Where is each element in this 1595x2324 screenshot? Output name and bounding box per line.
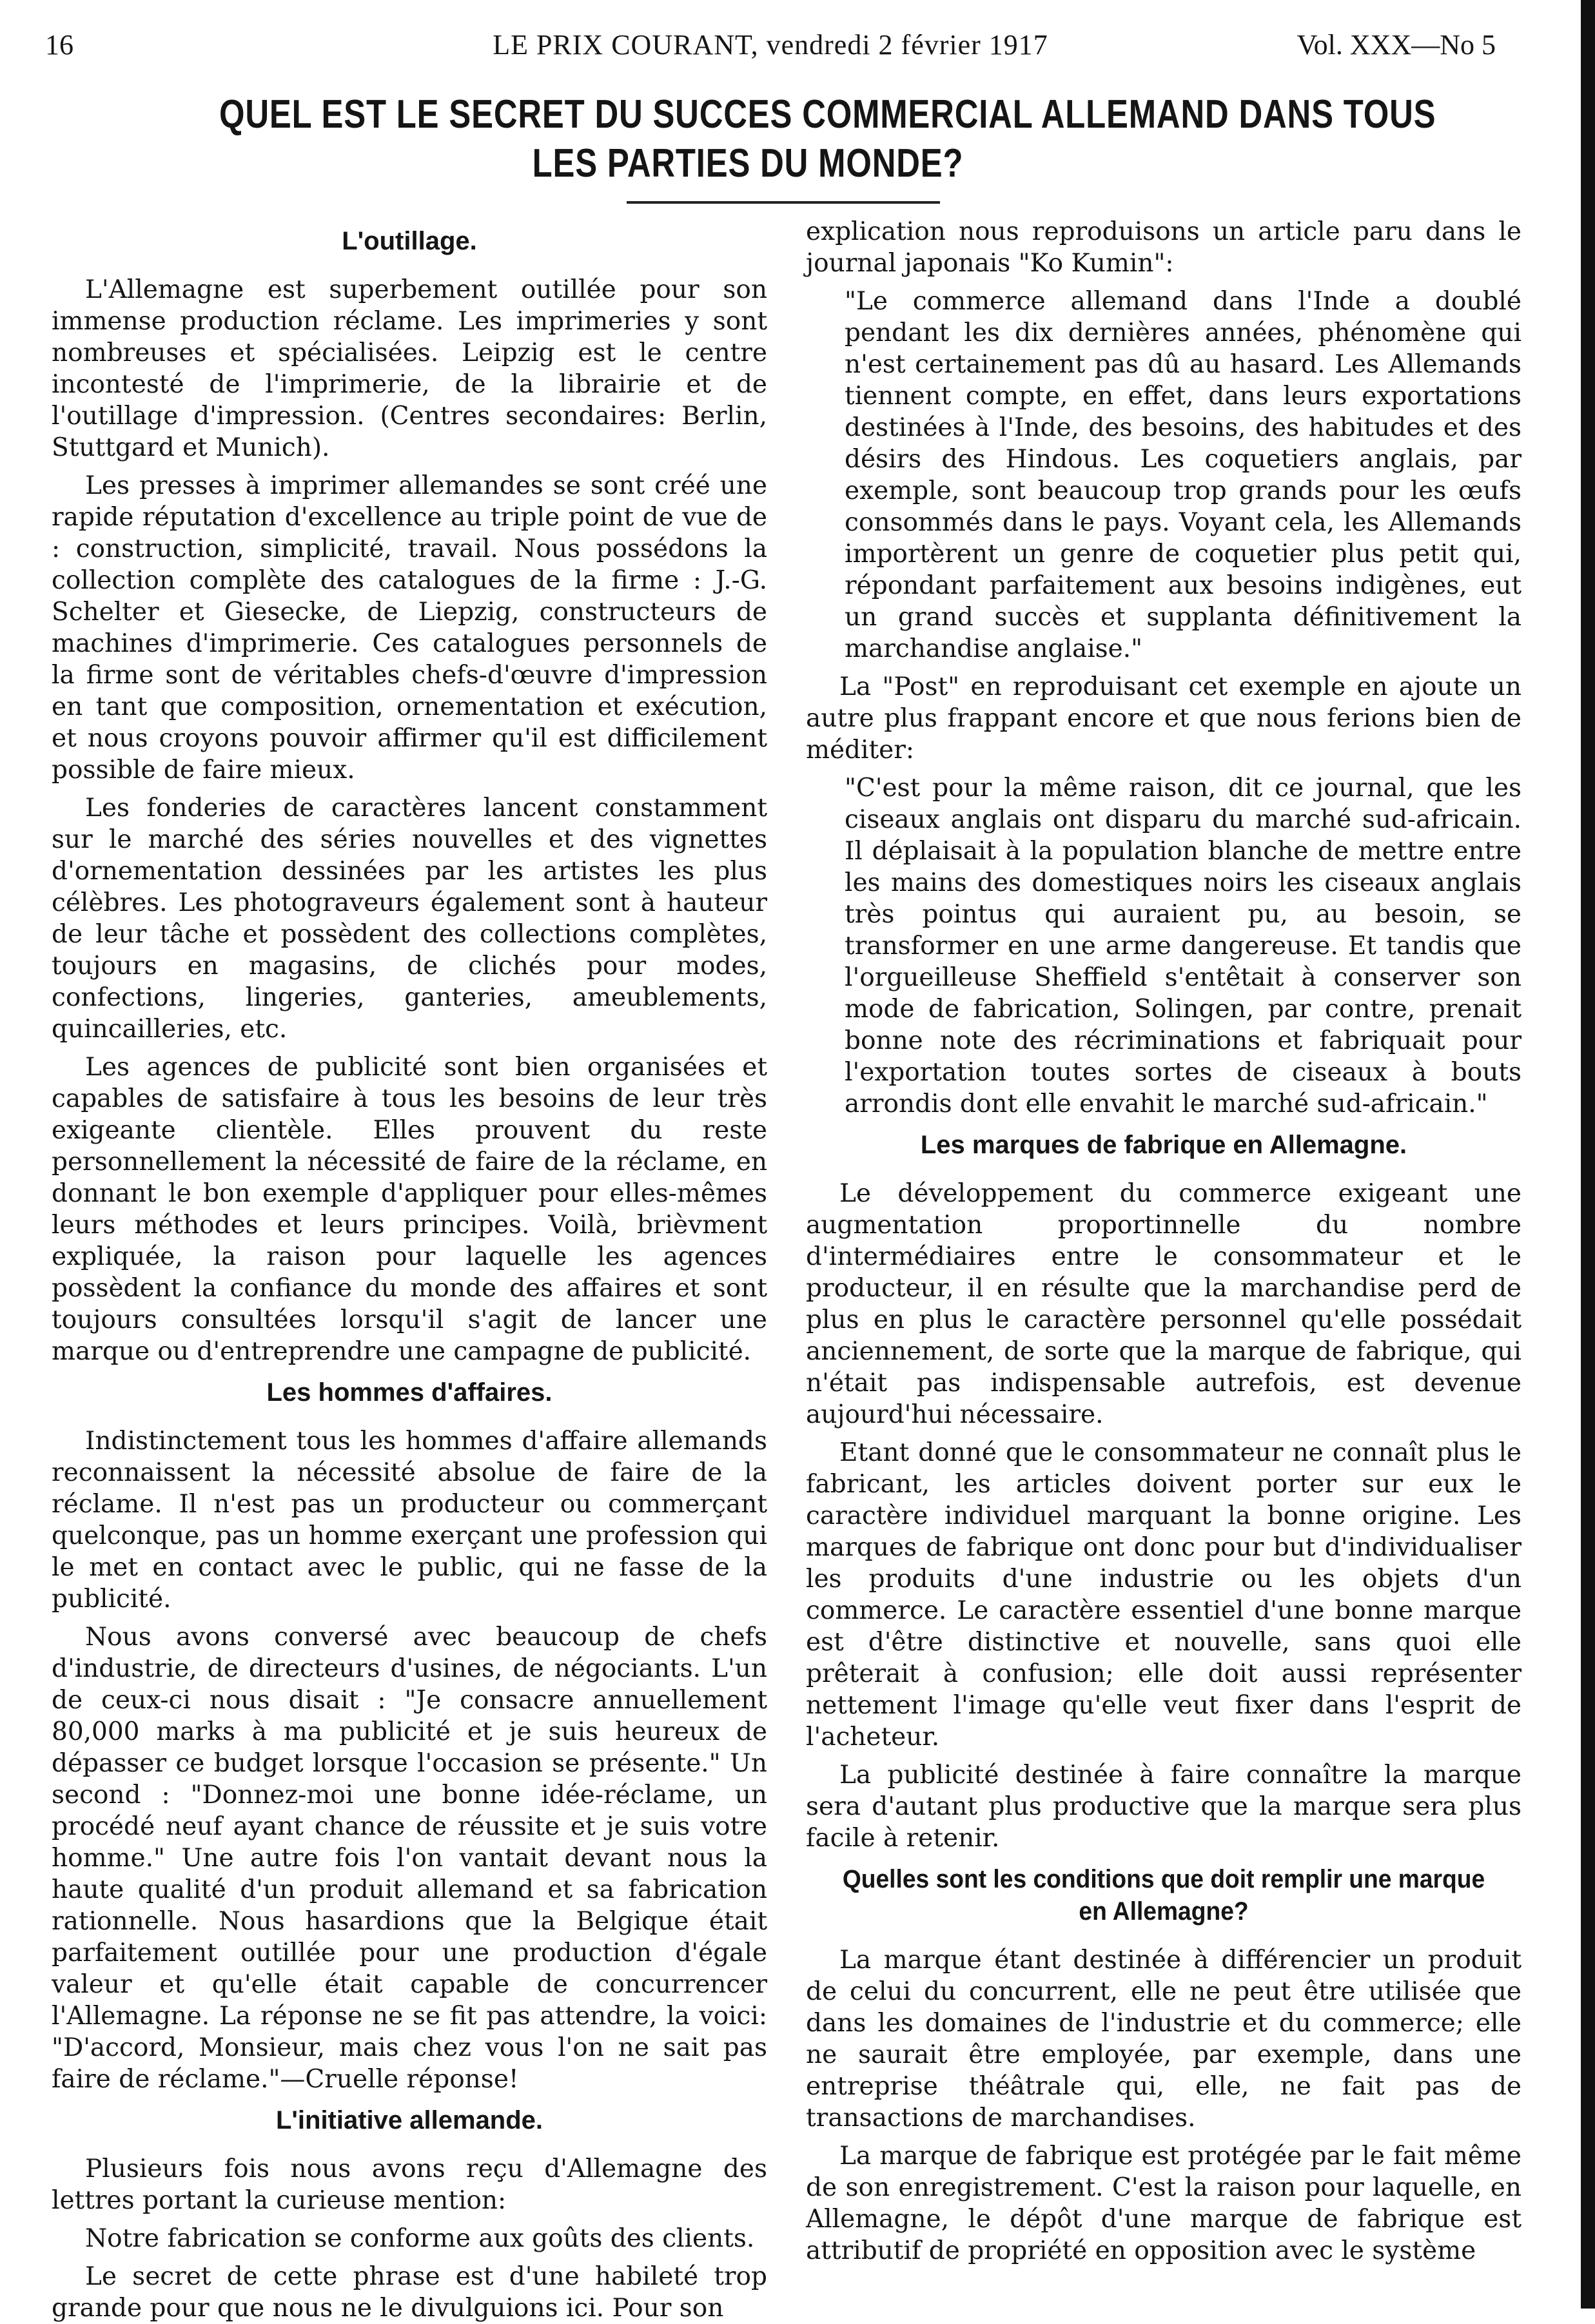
paragraph: Nous avons conversé avec beaucoup de chefs d'industrie, de directeurs d'usines, de négociants. L'un de ceux-ci nous disait : "Je consacre annuellement 80,000 marks à ma publicité et je suis heureux de dépasser ce budget lorsque l'occasion se présente." Un second : "Donnez-moi une bonne idée-réclame, un procédé neuf ayant chance de réussite et je suis votre homme." Une autre fois l'on vantait devant nous la haute qualité d'un produit allemand et sa fabrication rationnelle. Nous hasardions que la Belgique était parfaitement outillée pour une production d'égale valeur et qu'elle était capable de concurrencer l'Allemagne. La réponse ne se fit pas attendre, la voici: "D'accord, Monsieur, mais chez vous l'on ne sait pas faire de réclame."—Cruelle réponse!	[52, 1623, 767, 2094]
paragraph: Notre fabrication se conforme aux goûts des clients.	[85, 2224, 755, 2253]
headline-line-1: QUEL EST LE SECRET DU SUCCES COMMERCIAL ALLEMAND DANS TOUS	[219, 92, 1436, 137]
paragraph: La "Post" en reproduisant cet exemple en ajoute un autre plus frappant encore et que nous ferions bien de méditer:	[806, 672, 1522, 765]
section-heading-hommes-affaires: Les hommes d'affaires.	[266, 1378, 553, 1407]
section-heading-outillage: L'outillage.	[342, 227, 477, 255]
running-head	[45, 26, 1496, 64]
paragraph: explication nous reproduisons un article paru dans le journal japonais "Ko Kumin":	[806, 217, 1522, 278]
paragraph: La marque de fabrique est protégée par le fait même de son enregistrement. C'est la raison pour laquelle, en Allemagne, le dépôt d'une marque de fabrique est attributif de propriété en opposition avec le système	[806, 2142, 1522, 2265]
section-heading-conditions: Quelles sont les conditions que doit remplir une marque en Allemagne?	[842, 1865, 1485, 1926]
left-column	[52, 216, 767, 2323]
paragraph: Le secret de cette phrase est d'une habileté trop grande pour que nous ne le divulguions ici. Pour son	[52, 2262, 767, 2323]
right-column	[806, 216, 1522, 2292]
paragraph: Les presses à imprimer allemandes se sont créé une rapide réputation d'excellence au triple point de vue de : construction, simplicité, travail. Nous possédons la collection complète des catalogues de la firme : J.-G. Schelter et Giesecke, de Liepzig, constructeurs de machines d'imprimerie. Ces catalogues personnels de la firme sont de véritables chefs-d'œuvre d'impression en tant que composition, ornementation et exécution, et nous croyons pouvoir affirmer qu'il est difficilement possible de faire mieux.	[52, 471, 767, 785]
paragraph: Les agences de publicité sont bien organisées et capables de satisfaire à tous les besoins de leur très exigeante clientèle. Elles prouvent du reste personnellement la nécessité de faire de la réclame, en donnant le bon exemple d'appliquer pour elles-mêmes leurs méthodes et leurs principes. Voilà, brièvment expliquée, la raison pour laquelle les agences possèdent la confiance du monde des affaires et sont toujours consultées lorsqu'il s'agit de lancer une marque ou d'entreprendre une campagne de publicité.	[52, 1053, 767, 1366]
quote-paragraph: "Le commerce allemand dans l'Inde a doublé pendant les dix dernières années, phénomène qui n'est certainement pas dû au hasard. Les Allemands tiennent compte, en effet, dans leurs exportations destinées à l'Inde, des besoins, des habitudes et des désirs des Hindous. Les coquetiers anglais, par exemple, sont beaucoup trop grands pour les œufs consommés dans le pays. Voyant cela, les Allemands importèrent un genre de coquetier plus petit qui, répondant parfaitement aux besoins indigènes, eut un grand succès et supplanta définitivement la marchandise anglaise."	[845, 287, 1522, 663]
page-number: 16	[45, 29, 73, 61]
scan-edge	[1581, 0, 1595, 2309]
paragraph: Plusieurs fois nous avons reçu d'Allemagne des lettres portant la curieuse mention:	[52, 2154, 767, 2215]
headline-rule	[627, 201, 940, 204]
quote-paragraph: "C'est pour la même raison, dit ce journal, que les ciseaux anglais ont disparu du marché sud-africain. Il déplaisait à la population blanche de mettre entre les mains des domestiques noirs les ciseaux anglais très pointus qui auraient pu, au besoin, se transformer en une arme dangereuse. Et tandis que l'orgueilleuse Sheffield s'entêtait à conserver son mode de fabrication, Solingen, par contre, prenait bonne note des récriminations et fabriquait pour l'exportation toutes sortes de ciseaux à bouts arrondis dont elle envahit le marché sud-africain."	[845, 774, 1522, 1118]
paragraph: Etant donné que le consommateur ne connaît plus le fabricant, les articles doivent porter sur eux le caractère individuel marquant la bonne origine. Les marques de fabrique ont donc pour but d'individualiser les produits d'une industrie ou les objets d'un commerce. Le caractère essentiel d'une bonne marque est d'être distinctive et nouvelle, sans quoi elle prêterait à confusion; elle doit aussi représenter nettement l'image qu'elle veut fixer dans l'esprit de l'acheteur.	[806, 1438, 1522, 1752]
paragraph: Le développement du commerce exigeant une augmentation proportinnelle du nombre d'intermédiaires entre le consommateur et le producteur, il en résulte que la marchandise perd de plus en plus le caractère personnel qu'elle possédait anciennement, de sorte que la marque de fabrique, qui n'était pas indispensable autrefois, est devenue aujourd'hui nécessaire.	[806, 1179, 1522, 1429]
paragraph: Les fonderies de caractères lancent constamment sur le marché des séries nouvelles et des vignettes d'ornementation dessinées par les artistes les plus célèbres. Les photograveurs également sont à hauteur de leur tâche et possèdent des collections complètes, toujours en magasins, de clichés pour modes, confections, lingeries, ganteries, ameublements, quincailleries, etc.	[52, 794, 767, 1044]
headline-line-2: LES PARTIES DU MONDE?	[532, 141, 964, 186]
paragraph: La publicité destinée à faire connaître la marque sera d'autant plus productive que la marque sera plus facile à retenir.	[806, 1761, 1522, 1853]
section-heading-marques: Les marques de fabrique en Allemagne.	[920, 1131, 1407, 1159]
section-heading-initiative: L'initiative allemande.	[275, 2106, 543, 2134]
paragraph: L'Allemagne est superbement outillée pour son immense production réclame. Les imprimeries y sont nombreuses et spécialisées. Leipzig est le centre incontesté de l'imprimerie, de la librairie et de l'outillage d'impression. (Centres secondaires: Berlin, Stuttgard et Munich).	[52, 275, 767, 462]
volume-number: Vol. XXX—No 5	[1297, 29, 1496, 61]
paragraph: La marque étant destinée à différencier un produit de celui du concurrent, elle ne peut être utilisée que dans les domaines de l'industrie et du commerce; elle ne saurait être employée, par exemple, dans une entreprise théâtrale qui, elle, ne fait pas de transactions de marchandises.	[806, 1946, 1522, 2133]
publication-title: LE PRIX COURANT, vendredi 2 février 1917	[493, 29, 1048, 61]
paragraph: Indistinctement tous les hommes d'affaire allemands reconnaissent la nécessité absolue de faire de la réclame. Il n'est pas un producteur ou commerçant quelconque, pas un homme exerçant une profession qui le met en contact avec le public, qui ne fasse de la publicité.	[52, 1427, 767, 1614]
article-headline	[219, 90, 1436, 188]
